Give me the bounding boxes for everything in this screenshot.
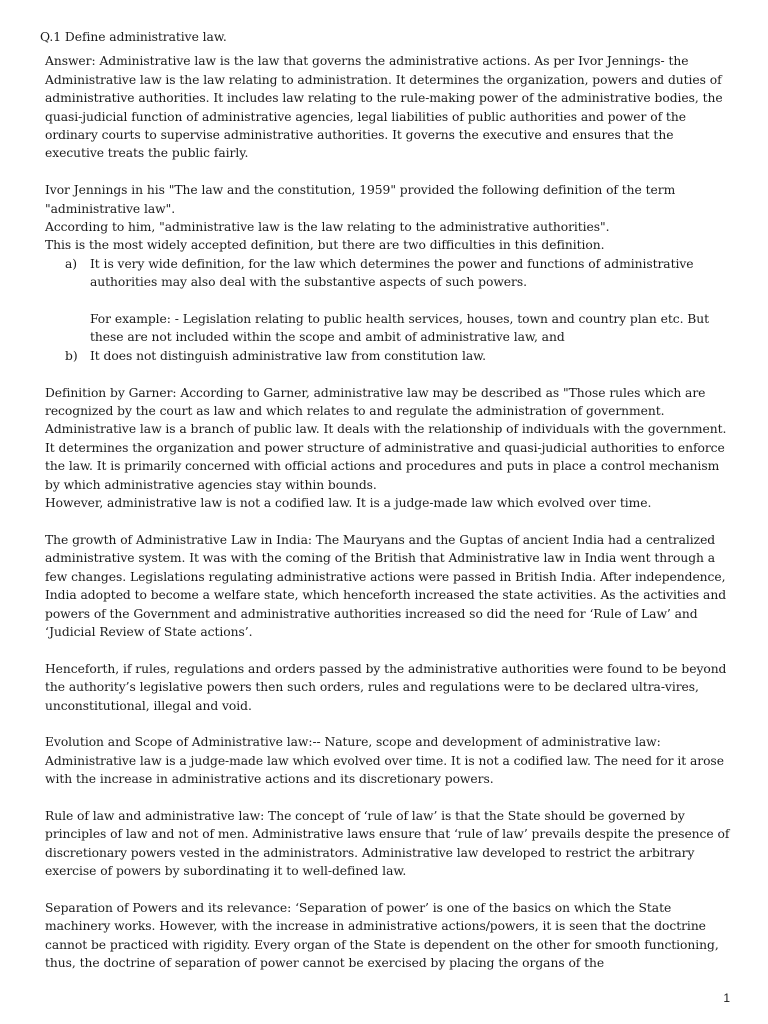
example-text: For example: - Legislation relating to public health services, houses, town and country plan etc. But these are not included within the scope and ambit of administrative law, and <box>90 312 710 345</box>
list-marker: b) <box>65 348 78 363</box>
jennings-section <box>45 181 735 365</box>
answer-paragraph <box>45 52 735 162</box>
henceforth-text: Henceforth, if rules, regulations and orders passed by the administrative authorities were found to be beyond the authority’s legislative powers then such orders, rules and regulations were to be declared ultra-vires, unconstitutional, illegal and void. <box>45 661 727 713</box>
garner-section <box>45 384 735 513</box>
document-body <box>0 28 768 991</box>
jennings-line-2: According to him, "administrative law is the law relating to the administrative authorities". <box>45 220 610 235</box>
garner-text: Definition by Garner: According to Garner, administrative law may be described as "Those rules which are recognized by the court as law and which relates to and regulate the administration of government. Administrative law is a branch of public law. It deals with the relationship of individuals with the government. It determines the organization and power structure of administrative and quasi-judicial authorities to enforce the law. It is primarily concerned with official actions and procedures and puts in place a control mechanism by which administrative agencies stay within bounds. <box>45 385 727 492</box>
separation-text: Separation of Powers and its relevance: ‘Separation of power’ is one of the basics on which the State machinery works. However, with the increase in administrative actions/powers, it is seen that the doctrine cannot be practiced with rigidity. Every organ of the State is dependent on the other for smooth functioning, thus, the doctrine of separation of power cannot be exercised by placing the organs of the <box>45 900 719 971</box>
list-item <box>45 255 735 347</box>
difficulties-list <box>45 255 735 365</box>
list-marker: a) <box>65 256 78 271</box>
growth-paragraph <box>45 531 735 641</box>
jennings-line-1: Ivor Jennings in his "The law and the constitution, 1959" provided the following definition of the term "administrative law". <box>45 183 676 216</box>
evolution-text: Evolution and Scope of Administrative law:-- Nature, scope and development of administrative law: Administrative law is a judge-made law which evolved over time. It is not a codified law. The need for it arose with the increase in administrative actions and its discretionary powers. <box>45 735 724 787</box>
rule-of-law-paragraph <box>45 807 735 881</box>
rule-of-law-text: Rule of law and administrative law: The concept of ‘rule of law’ is that the State should be governed by principles of law and not of men. Administrative laws ensure that ‘rule of law’ prevails despite the presence of discretionary powers vested in the administrators. Administrative law developed to restrict the arbitrary exercise of powers by subordinating it to well-defined law. <box>45 808 730 879</box>
answer-text: Answer: Administrative law is the law that governs the administrative actions. As per Ivor Jennings- the Administrative law is the law relating to administration. It determines the organization, powers and duties of administrative authorities. It includes law relating to the rule-making power of the administrative bodies, the quasi-judicial function of administrative agencies, legal liabilities of public authorities and power of the ordinary courts to supervise administrative authorities. It governs the executive and ensures that the executive treats the public fairly. <box>45 54 723 161</box>
list-item <box>45 347 735 365</box>
list-item-text: It is very wide definition, for the law which determines the power and functions of administrative authorities may also deal with the substantive aspects of such powers. <box>90 256 694 290</box>
evolution-paragraph <box>45 733 735 788</box>
list-item-text: It does not distinguish administrative law from constitution law. <box>90 348 486 363</box>
garner-however: However, administrative law is not a codified law. It is a judge-made law which evolved over time. <box>45 496 652 511</box>
question-heading: Q.1 Define administrative law. <box>40 30 227 44</box>
separation-paragraph <box>45 899 735 973</box>
growth-text: The growth of Administrative Law in India: The Mauryans and the Guptas of ancient India had a centralized administrative system. It was with the coming of the British that Administrative law in India went through a few changes. Legislations regulating administrative actions were passed in British India. After independence, India adopted to become a welfare state, which henceforth increased the state activities. As the activities and powers of the Government and administrative authorities increased so did the need for ‘Rule of Law’ and ‘Judicial Review of State actions’. <box>45 532 727 639</box>
page-number: 1 <box>723 991 730 1005</box>
jennings-line-3: This is the most widely accepted definition, but there are two difficulties in this definition. <box>45 238 605 253</box>
henceforth-paragraph <box>45 660 735 715</box>
